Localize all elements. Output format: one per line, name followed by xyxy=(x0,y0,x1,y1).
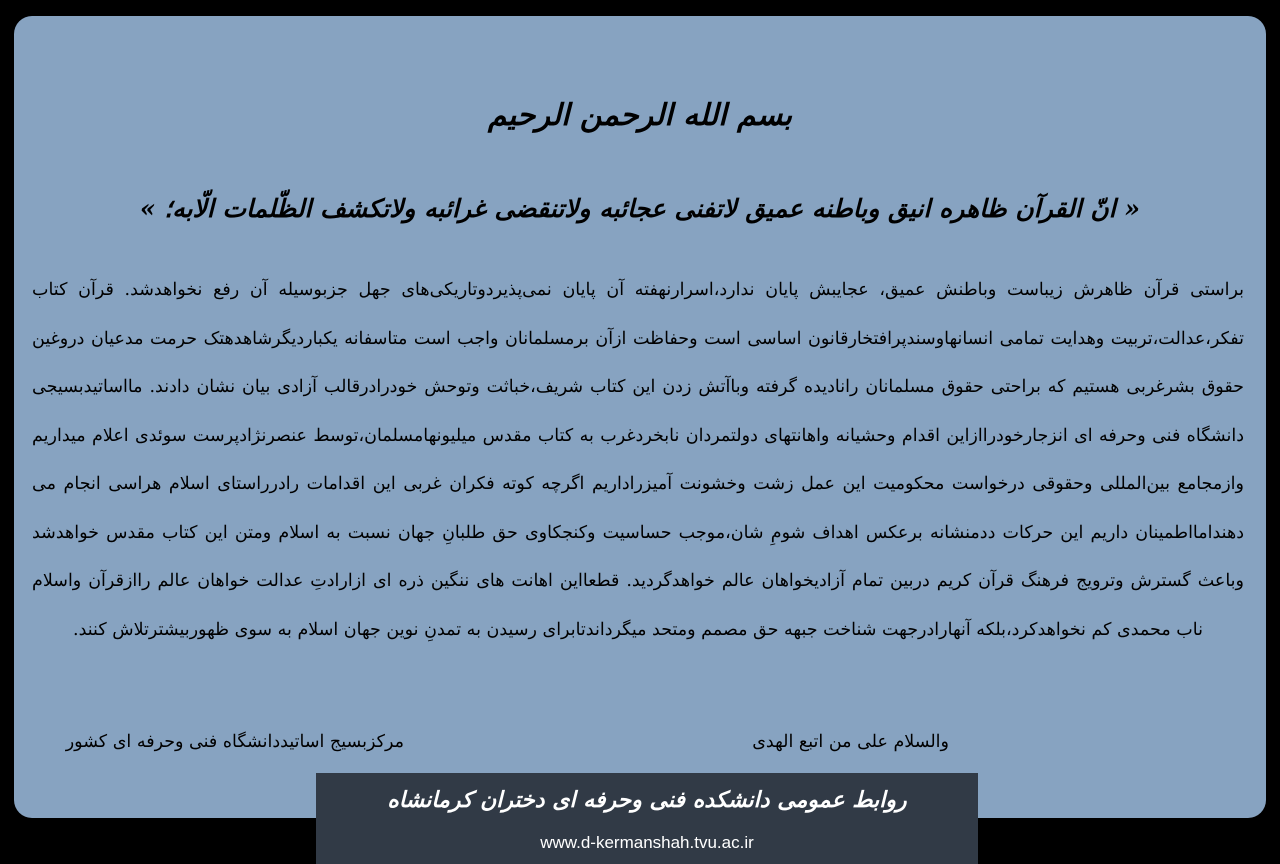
closing-salutation: والسلام علی من اتبع الهدی xyxy=(752,732,949,752)
basmala-heading: بسم الله الرحمن الرحیم xyxy=(487,98,793,133)
statement-body: براستی قرآن ظاهرش زیباست وباطنش عمیق، عجایبش پایان ندارد،اسرارنهفته آن پایان نمی‌پذیردوتاریکی‌های جهل جزبوسیله آن رفع نخواهدشد. قرآن کتاب تفکر،عدالت،تربیت وهدایت تمامی انسانهاوسندپرافتخارقانون اساسی است وحفاظت ازآن برمسلمانان واجب است متاسفانه یکباردیگرشاهدهتک حرمت مدعیان دروغین حقوق بشرغربی هستیم که براحتی حقوق مسلمانان رانادیده گرفته وباآتش زدن این کتاب شریف،خباثت وتوحش خودرادرقالب آزادی بیان نشان دادند. مااساتیدبسیجی دانشگاه فنی وحرفه ای انزجارخودراازاین اقدام وحشیانه واهانتهای دولتمردان نابخردغرب به کتاب مقدس میلیونهامسلمان،توسط عنصرنژادپرست سوئدی اعلام میداریم وازمجامع بین‌المللی وحقوقی درخواست محکومیت این عمل زشت وخشونت آمیزراداریم اگرچه کوته فکران غربی این اقدامات رادرراستای اسلام هراسی انجام می دهندامااطمینان داریم این حرکات ددمنشانه برعکس اهداف شومِ شان،موجب حساسیت وکنجکاوی حق طلبانِ جهان نسبت به اسلام ومتن این کتاب مقدس خواهدشد وباعث گسترش وترویج فرهنگ قرآن کریم دربین تمام آزادیخواهان عالم خواهدگردید. قطعااین اهانت های ننگین ذره ای ازارادتِ عدالت خواهان عالم راازقرآن واسلام ناب محمدی کم نخواهدکرد،بلکه آنهارادرجهت شناخت جبهه حق مصمم ومتحد میگرداندتابرای رسیدن به تمدنِ نوین جهان اسلام به سوی ظهوربیشترتلاش کنند. xyxy=(32,280,1244,640)
footer-banner xyxy=(316,773,978,864)
statement-card xyxy=(14,16,1266,818)
footer-title: روابط عمومی دانشکده فنی وحرفه ای دختران کرمانشاه xyxy=(387,787,907,813)
footer-website-url: www.d-kermanshah.tvu.ac.ir xyxy=(540,833,754,852)
hadith-quote: « انّ القرآن ظاهره انیق وباطنه عمیق لاتفنی عجائبه ولاتنقضی غرائبه ولاتکشف الظّلمات الّابه؛ » xyxy=(139,194,1141,223)
closing-signatory: مرکزبسیج اساتیددانشگاه فنی وحرفه ای کشور xyxy=(65,732,404,752)
closing-line xyxy=(14,732,1266,762)
